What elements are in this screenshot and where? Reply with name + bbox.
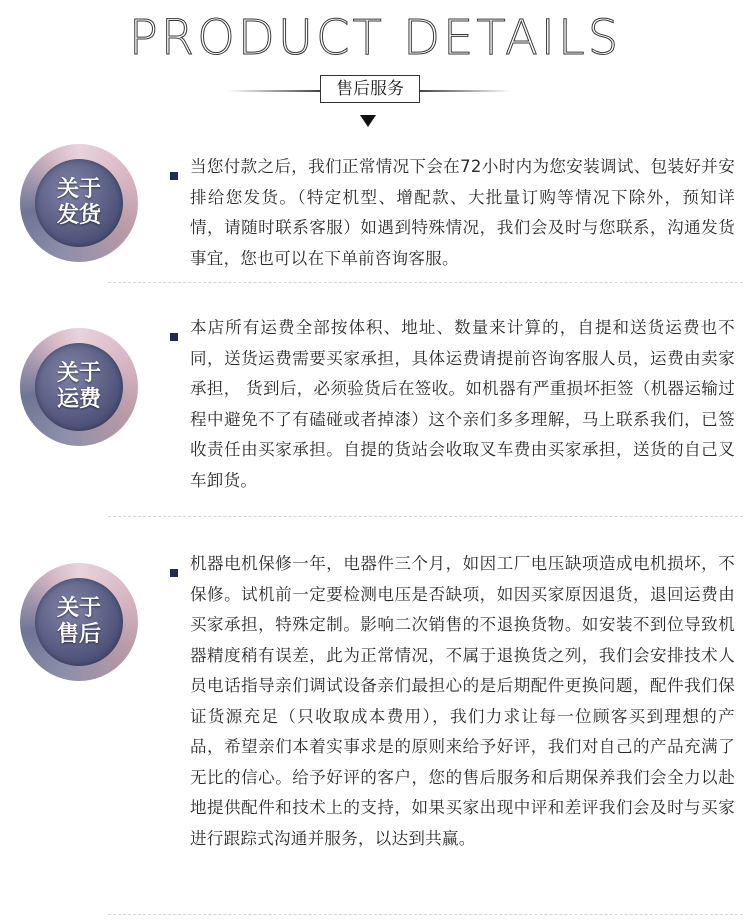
badge-line2: 运费 bbox=[56, 387, 101, 412]
down-arrow-icon bbox=[360, 115, 376, 127]
badge-text bbox=[35, 361, 123, 413]
badge-line2: 发货 bbox=[56, 203, 101, 228]
badge-inner bbox=[35, 578, 123, 666]
badge-line1: 关于 bbox=[56, 361, 101, 386]
bullet-square-icon bbox=[170, 333, 178, 341]
section-text: 当您付款之后，我们正常情况下会在72小时内为您安装调试、包装好并安排给您发货。（特定机型、增配款、大批量订购等情况下除外，预知详情，请随时联系客服）如遇到特殊情况，我们会及时与您联系，沟通发货事宜，您也可以在下单前咨询客服。 bbox=[190, 157, 735, 268]
bullet-square-icon bbox=[170, 172, 178, 180]
subtitle-line-right bbox=[420, 90, 512, 92]
badge-after-sales bbox=[20, 563, 138, 681]
page-title: PRODUCT DETAILS bbox=[128, 10, 622, 66]
subtitle-line-left bbox=[228, 90, 320, 92]
subtitle-label: 售后服务 bbox=[320, 75, 420, 103]
badge-shipping bbox=[20, 144, 138, 262]
badge-line1: 关于 bbox=[56, 177, 101, 202]
section-divider bbox=[108, 914, 743, 915]
badge-freight bbox=[20, 328, 138, 446]
badge-line1: 关于 bbox=[56, 596, 101, 621]
badge-inner bbox=[35, 343, 123, 431]
badge-text bbox=[35, 177, 123, 229]
section-divider bbox=[108, 516, 743, 517]
bullet-square-icon bbox=[170, 569, 178, 577]
subtitle-header bbox=[0, 75, 750, 107]
badge-text bbox=[35, 596, 123, 648]
section-text: 本店所有运费全部按体积、地址、数量来计算的，自提和送货运费也不同，送货运费需要买家承担，具体运费请提前咨询客服人员，运费由卖家承担， 货到后，必须验货后在签收。如机器有严重损坏拒签（机器运输过程中避免不了有磕碰或者掉漆）这个亲们多多理解，马上联系我们，已签收责任由买家承担。自提的货站会收取叉车费由买家承担，送货的自己叉车卸货。 bbox=[190, 318, 735, 490]
badge-line2: 售后 bbox=[56, 622, 101, 647]
section-text: 机器电机保修一年，电器件三个月，如因工厂电压缺项造成电机损坏，不保修。试机前一定要检测电压是否缺项，如因买家原因退货，退回运费由买家承担，特殊定制。影响二次销售的不退换货物。如安装不到位导致机器精度稍有误差，此为正常情况，不属于退换货之列，我们会安排技术人员电话指导亲们调试设备亲们最担心的是后期配件更换问题，配件我们保证货源充足（只收取成本费用），我们力求让每一位顾客买到理想的产品，希望亲们本着实事求是的原则来给予好评，我们对自己的产品充满了无比的信心。给予好评的客户，您的售后服务和后期保养我们会全力以赴地提供配件和技术上的支持，如果买家出现中评和差评我们会及时与买家进行跟踪式沟通并服务，以达到共赢。 bbox=[190, 554, 735, 848]
section-divider bbox=[108, 282, 743, 283]
badge-inner bbox=[35, 159, 123, 247]
